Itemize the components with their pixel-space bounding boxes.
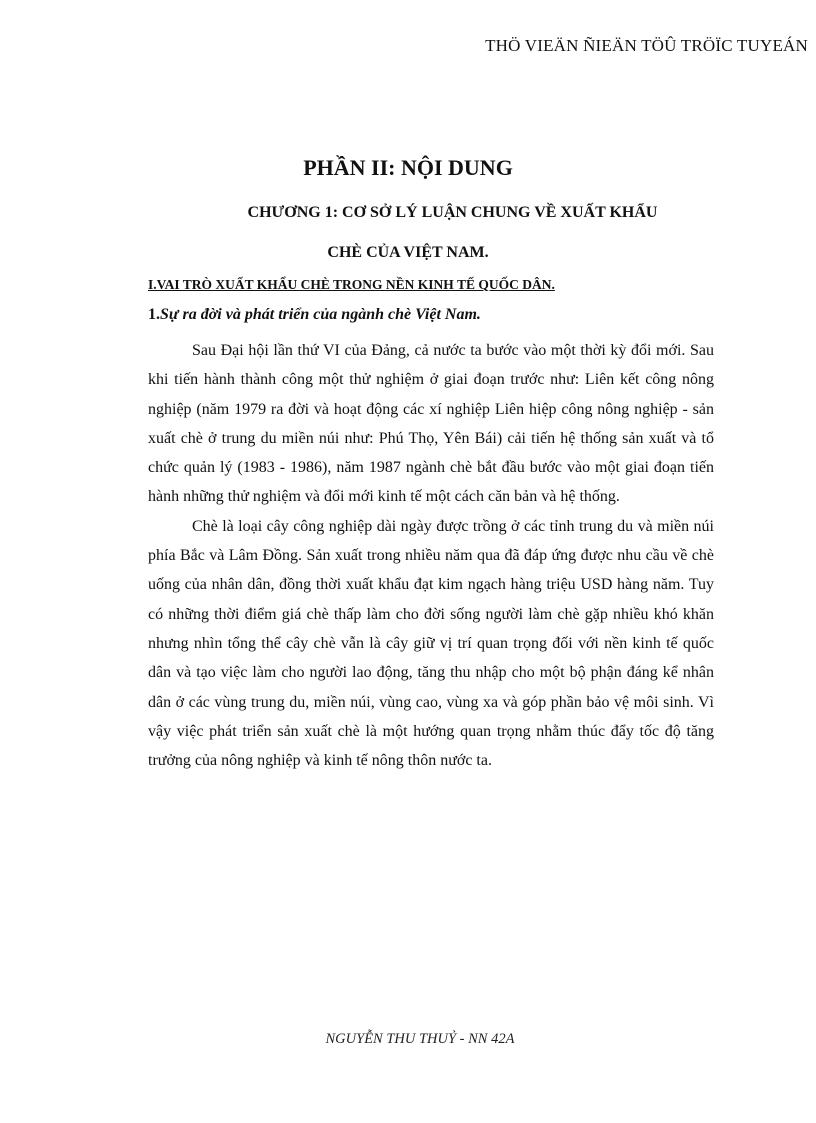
chapter-title-line-1: CHƯƠNG 1: CƠ SỞ LÝ LUẬN CHUNG VỀ XUẤT KHẨU [247, 204, 658, 221]
sub-heading-number: 1. [148, 306, 160, 323]
paragraph-2: Chè là loại cây công nghiệp dài ngày được trồng ở các tỉnh trung du và miền núi phía Bắc và Lâm Đồng. Sản xuất trong nhiều năm qua đã đáp ứng được nhu cầu về chè uống của nhân dân, đồng thời xuất khẩu đạt kim ngạch hàng triệu USD hàng năm. Tuy có những thời điểm giá chè thấp làm cho đời sống người làm chè gặp nhiều khó khăn nhưng nhìn tổng thể cây chè vẫn là cây giữ vị trí quan trọng đối với nền kinh tế quốc dân và tạo việc làm cho người lao động, tăng thu nhập cho một bộ phận đáng kể nhân dân ở các vùng trung du, miền núi, vùng cao, vùng xa và góp phần bảo vệ môi sinh. Vì vậy việc phát triển sản xuất chè là một hướng quan trọng nhằm thúc đẩy tốc độ tăng trưởng của nông nghiệp và kinh tế nông thôn nước ta. [148, 517, 714, 770]
section-heading: I.VAI TRÒ XUẤT KHẨU CHÈ TRONG NỀN KINH TẾ QUỐC DÂN. [148, 277, 555, 292]
page-footer: NGUYỄN THU THUỶ - NN 42A [325, 1031, 515, 1047]
sub-heading-title: Sự ra đời và phát triển của ngành chè Việt Nam. [160, 306, 481, 323]
body-text [148, 336, 714, 775]
part-title: PHẦN II: NỘI DUNG [303, 155, 513, 180]
sub-heading [148, 306, 481, 324]
running-header: THÖ VIEÄN ÑIEÄN TÖÛ TRÖÏC TUYEÁN [485, 36, 808, 55]
chapter-title-line-2: CHÈ CỦA VIỆT NAM. [327, 244, 489, 261]
paragraph-1: Sau Đại hội lần thứ VI của Đảng, cả nước ta bước vào một thời kỳ đổi mới. Sau khi tiến hành thành công một thử nghiệm ở giai đoạn trước như: Liên kết công nông nghiệp (năm 1979 ra đời và hoạt động các xí nghiệp Liên hiệp công nông nghiệp - sản xuất chè ở trung du miền núi như: Phú Thọ, Yên Bái) cải tiến hệ thống sản xuất và tổ chức quản lý (1983 - 1986), năm 1987 ngành chè bắt đầu bước vào một giai đoạn tiến hành những thử nghiệm và đổi mới kinh tế một cách căn bản và hệ thống. [148, 342, 714, 506]
